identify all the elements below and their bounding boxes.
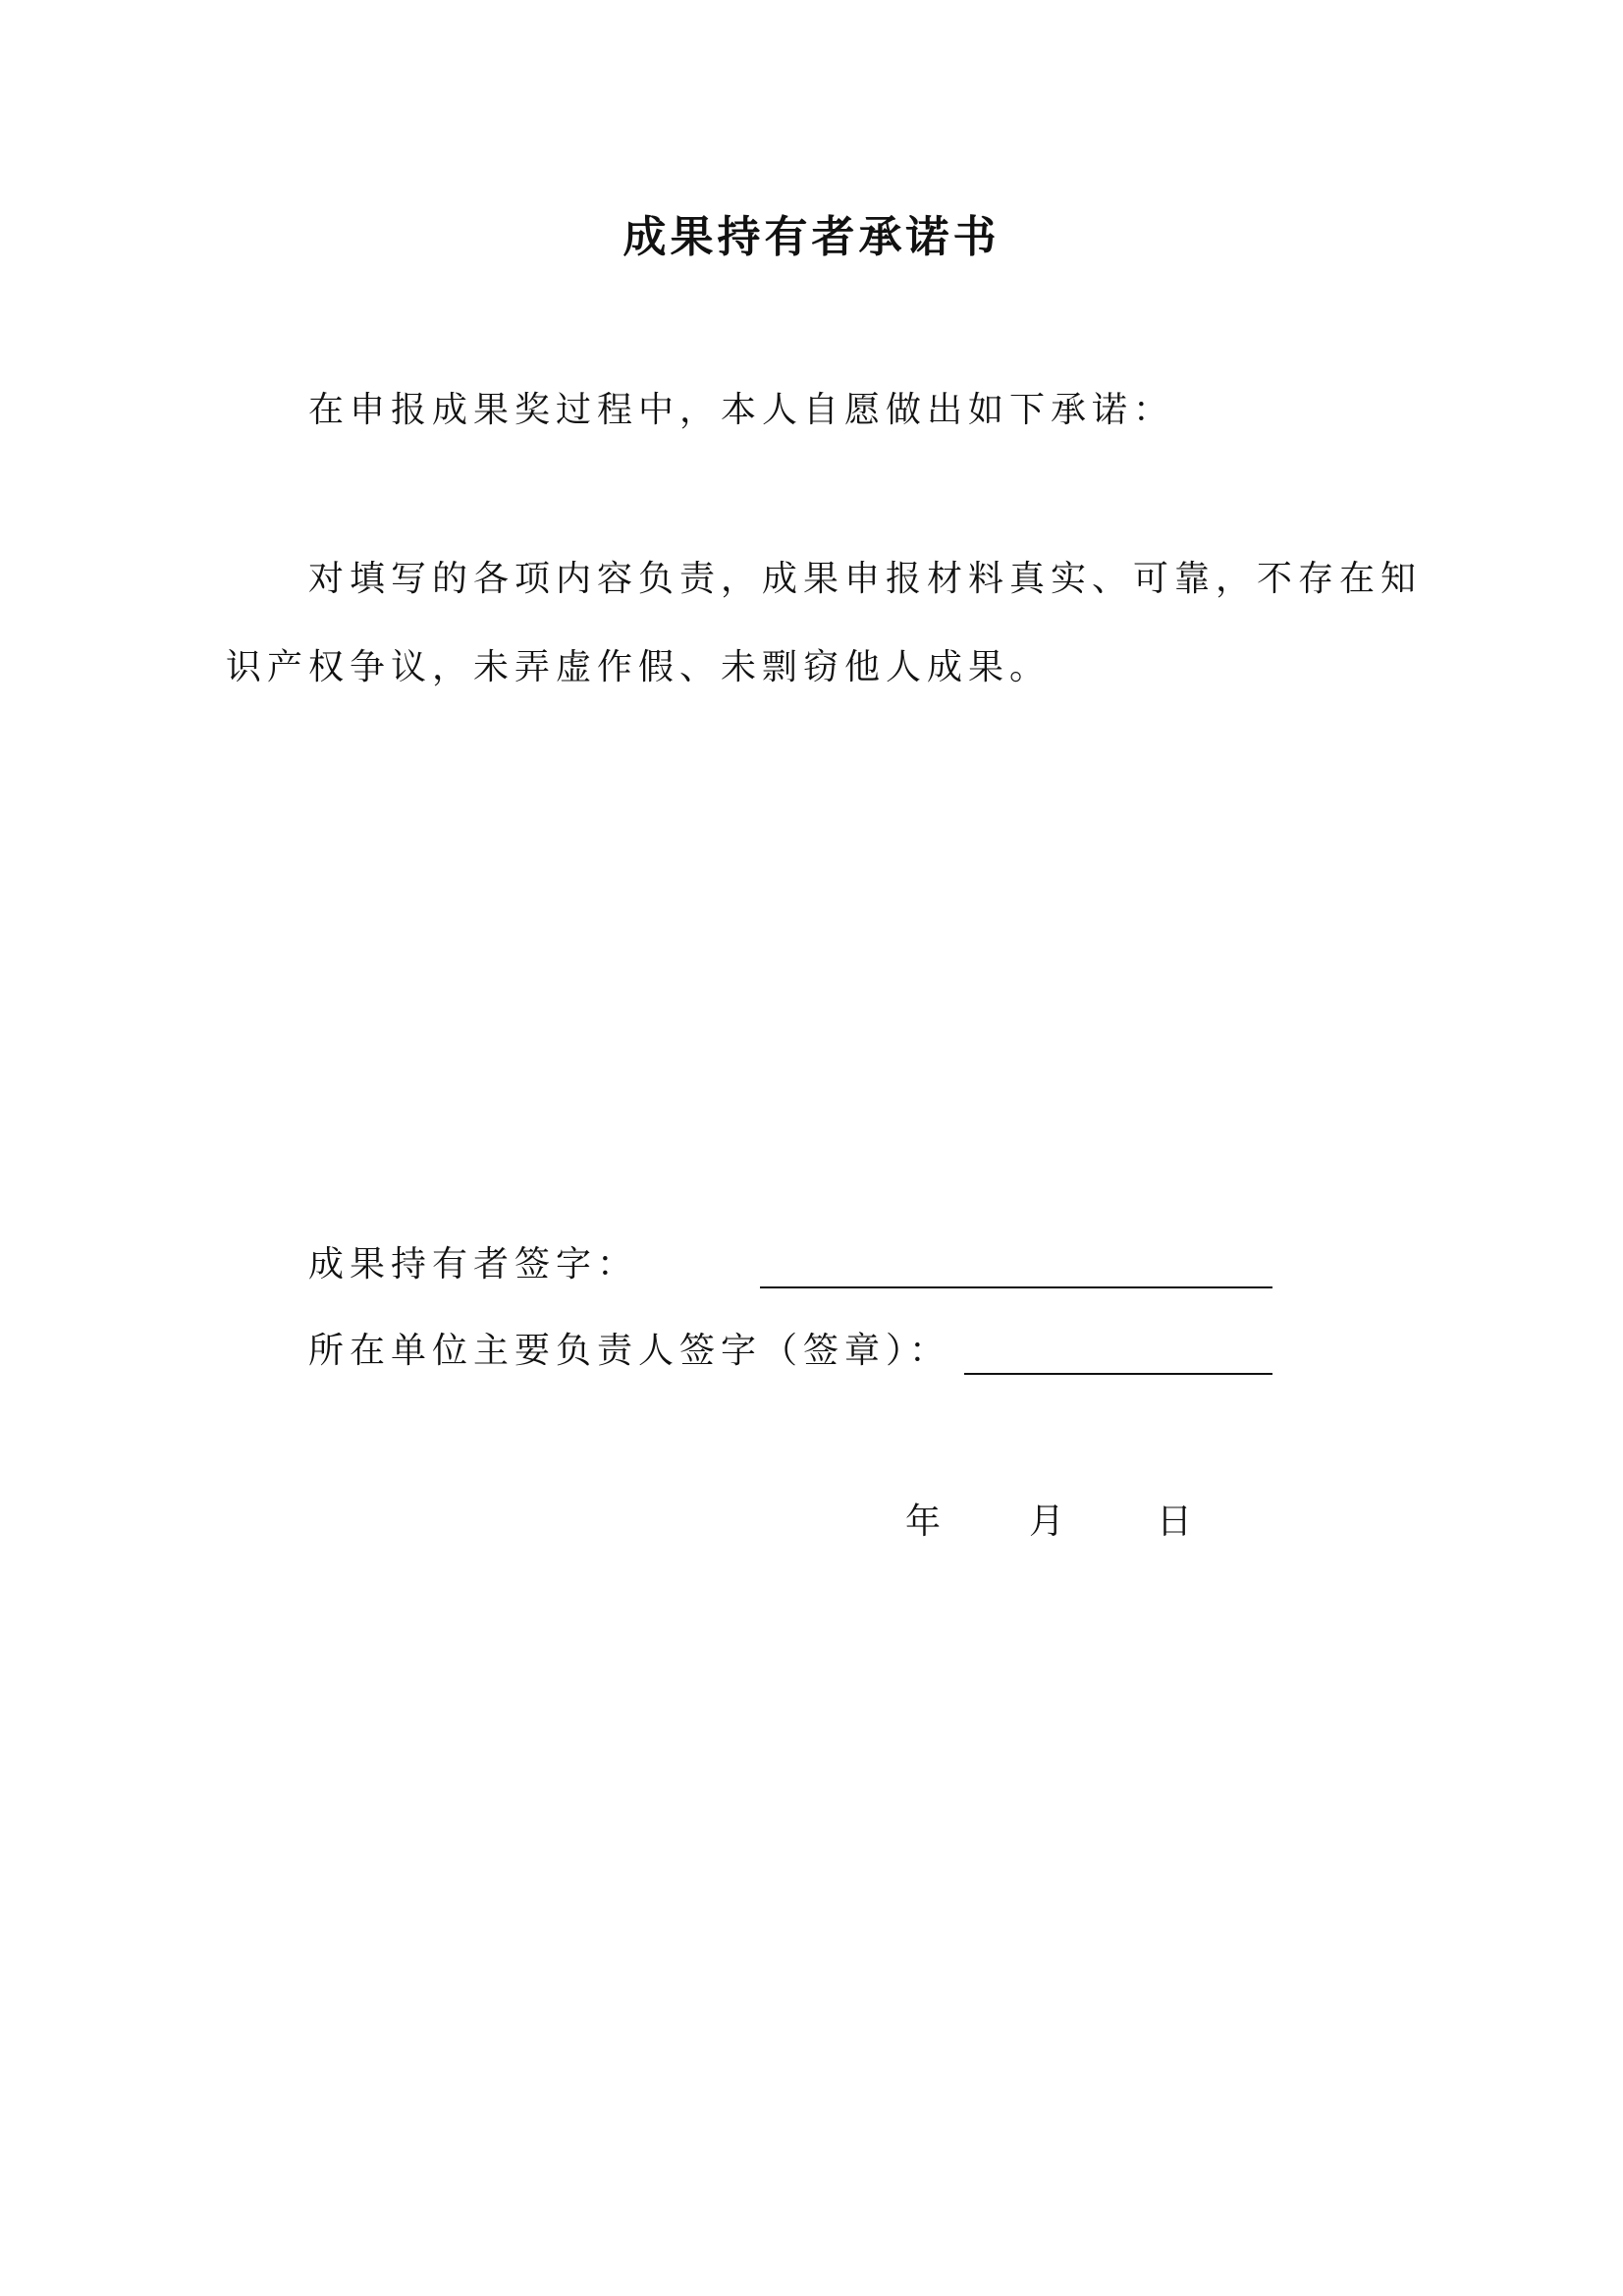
date-month-label: 月 (1029, 1502, 1065, 1542)
leader-signature-line[interactable] (964, 1373, 1272, 1375)
date-day-label: 日 (1157, 1502, 1193, 1542)
commitment-text-line-1: 对填写的各项内容负责，成果申报材料真实、可靠，不存在知 (308, 559, 1423, 599)
commitment-text-line-2: 识产权争议，未弄虚作假、未剽窃他人成果。 (226, 647, 1052, 687)
leader-signature-label: 所在单位主要负责人签字（签章）： (308, 1331, 951, 1371)
document-title: 成果持有者承诺书 (622, 212, 1001, 262)
date-year-label: 年 (905, 1502, 942, 1542)
holder-signature-line[interactable] (760, 1286, 1272, 1288)
holder-signature-label: 成果持有者签字： (308, 1244, 639, 1285)
intro-paragraph: 在申报成果奖过程中，本人自愿做出如下承诺： (308, 390, 1175, 430)
